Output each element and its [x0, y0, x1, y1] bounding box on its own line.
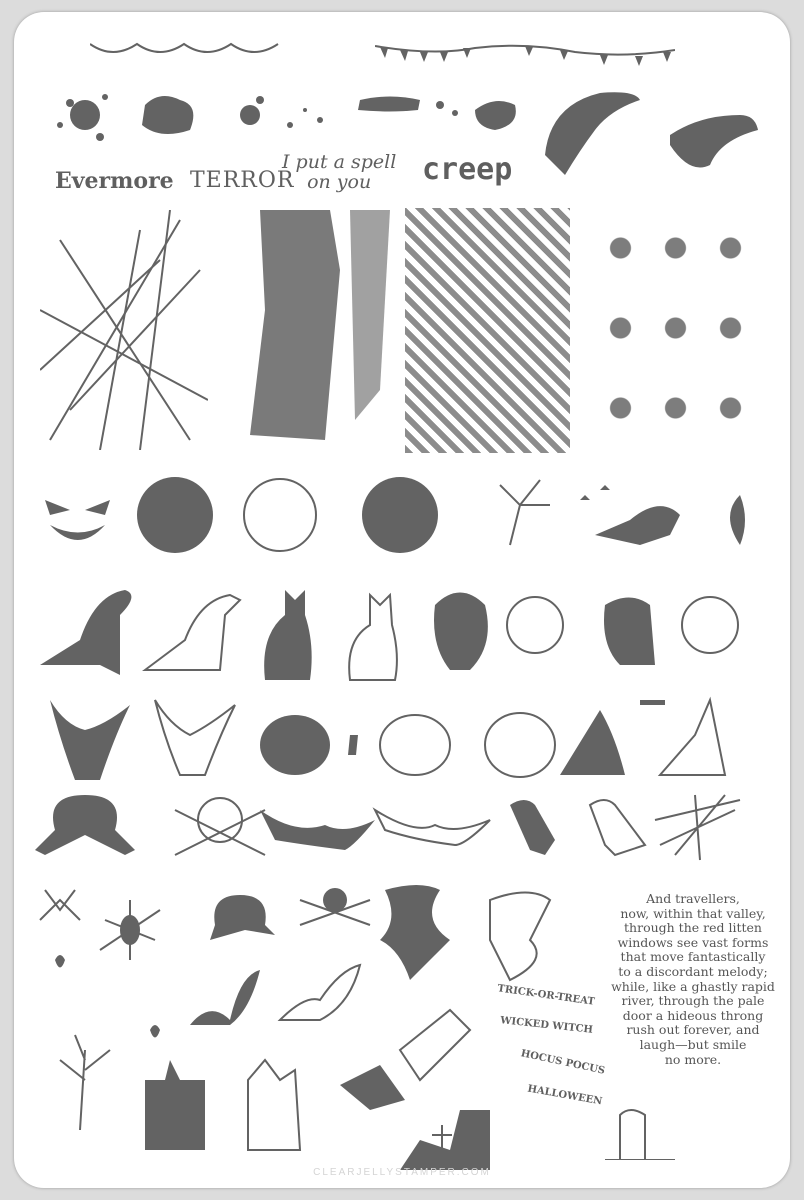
spell-phrase	[282, 152, 396, 192]
poem-line: that move fantastically	[620, 949, 766, 965]
poem-line: rush out forever, and	[626, 1022, 760, 1038]
footer-website: CLEARJELLYSTAMPER.COM	[313, 1167, 491, 1178]
poem-line: to a discordant melody;	[618, 963, 768, 979]
halloween-word: HALLOWEEN	[526, 1083, 603, 1108]
tree-trunk-texture-panel	[230, 210, 400, 450]
poem-line: windows see vast forms	[617, 934, 769, 950]
hocus-pocus-word: HOCUS POCUS	[519, 1048, 606, 1077]
poem-line: river, through the pale	[621, 993, 765, 1009]
halloween-icons-row-1	[40, 475, 770, 575]
brush-stroke-images	[540, 85, 790, 185]
poem-line: now, within that valley,	[620, 905, 766, 921]
spell-line-2: on you	[307, 171, 372, 193]
wicked-witch-word: WICKED WITCH	[499, 1015, 594, 1036]
evermore-word: Evermore	[55, 168, 174, 194]
tombstone-image	[600, 1100, 680, 1160]
halloween-icons-row-4	[35, 790, 755, 870]
poem-line: through the red litten	[624, 920, 762, 936]
damask-pattern-panel-sparse	[593, 208, 757, 453]
halloween-icons-row-3	[45, 695, 775, 785]
trick-or-treat-word: TRICK-OR-TREAT	[496, 983, 596, 1008]
spell-line-1: I put a spell	[282, 151, 397, 173]
branches-texture-panel	[40, 210, 208, 450]
bunting-banner-image	[375, 38, 675, 78]
creep-word: creep	[422, 152, 513, 187]
poem-line: no more.	[664, 1051, 722, 1067]
poem-line: laugh—but smile	[639, 1036, 747, 1052]
scallop-border-image	[90, 40, 280, 60]
poem-line: door a hideous throng	[622, 1007, 764, 1023]
terror-word: TERROR	[190, 168, 295, 193]
poem-line: while, like a ghastly rapid	[611, 978, 775, 994]
poem-line: And travellers,	[646, 891, 740, 906]
halloween-icons-row-2	[40, 585, 770, 690]
poem-paragraph	[598, 892, 788, 1067]
damask-pattern-panel-dense	[405, 208, 570, 453]
